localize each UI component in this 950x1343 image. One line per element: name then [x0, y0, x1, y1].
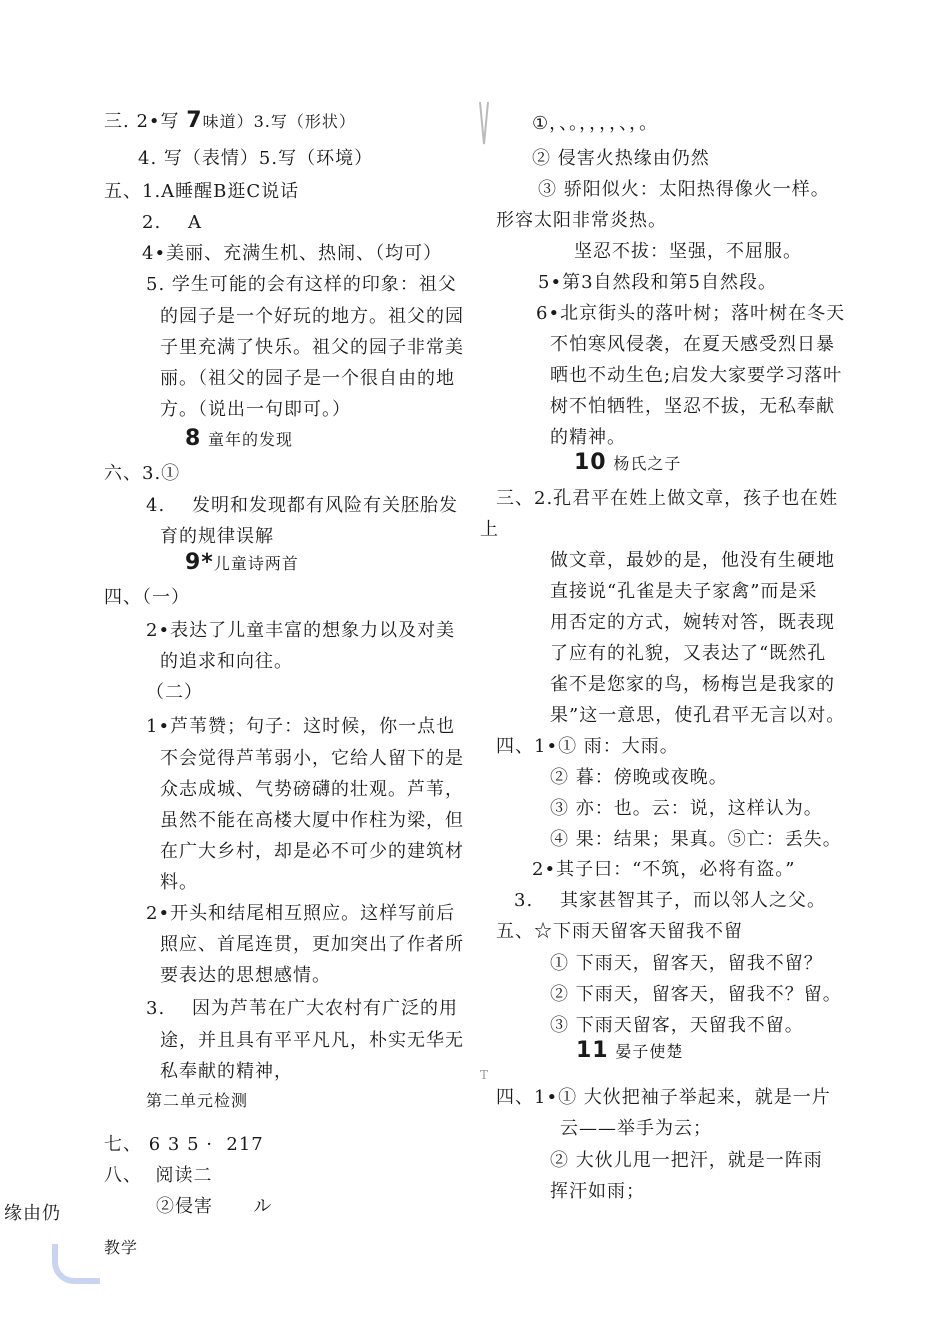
- right-line-29: ③ 下雨天留客，天留我不留。: [550, 1015, 804, 1036]
- left-line-34: 缘由仍: [4, 1203, 61, 1224]
- right-line-30: 四、1•① 大伙把袖子举起来，就是一片: [496, 1087, 831, 1108]
- right-line-20: 四、1•① 雨：大雨。: [496, 736, 679, 757]
- left-line-33: ②侵害 ル: [156, 1196, 273, 1217]
- left-line-32: 八、 阅读二: [104, 1165, 213, 1186]
- left-line-17: （二）: [146, 682, 203, 703]
- right-line-02: ② 侵害火热缘由仍然: [532, 148, 710, 169]
- section-title: 儿童诗两首: [213, 554, 299, 573]
- section-number: 9*: [185, 550, 214, 575]
- right-line-15: 直接说“孔雀是夫子家禽”而是采: [550, 581, 818, 602]
- left-line-04: 2. A: [142, 212, 203, 233]
- section-heading-9: [185, 552, 299, 575]
- right-line-05: 坚忍不拔：坚强，不屈服。: [574, 241, 802, 262]
- section-number: 8: [185, 426, 202, 451]
- right-line-01: ①，、。，，，，、，。: [532, 113, 659, 134]
- section-title: 晏子使楚: [615, 1042, 684, 1061]
- right-line-09: 晒也不动生色;启发大家要学习落叶: [550, 365, 843, 386]
- left-line-09: 丽。（祖父的园子是一个很自由的地: [160, 368, 455, 389]
- left-line-21: 虽然不能在高楼大厦中作柱为梁，但: [160, 810, 464, 831]
- left-line-11: 六、3.①: [104, 463, 181, 484]
- left-line-12: 4. 发明和发现都有风险有关胚胎发: [146, 495, 459, 516]
- left-line-15: 2•表达了儿童丰富的想象力以及对美: [146, 620, 456, 641]
- right-line-33: 挥汗如雨；: [550, 1181, 645, 1202]
- left-line-28: 途，并且具有平平凡凡，朴实无华无: [160, 1030, 464, 1051]
- right-line-10: 树不怕牺牲，坚忍不拔，无私奉献: [550, 396, 835, 417]
- right-line-31: 云——举手为云；: [560, 1118, 712, 1139]
- right-line-14: 做文章，最妙的是，他没有生硬地: [550, 550, 835, 571]
- scan-artifact-mark: [478, 100, 490, 148]
- right-line-32: ② 大伙儿甩一把汗，就是一阵雨: [550, 1150, 823, 1171]
- left-line-07: 的园子是一个好玩的地方。祖父的园: [160, 306, 464, 327]
- left-line-03: 五、1.A睡醒B逛C说话: [104, 181, 300, 202]
- footer-label: 教学: [104, 1238, 139, 1257]
- right-line-26: 五、☆下雨天留客天留我不留: [496, 921, 743, 942]
- right-line-24: 2•其子曰：“不筑，必将有盗。”: [532, 859, 796, 880]
- right-line-07: 6•北京街头的落叶树；落叶树在冬天: [536, 303, 846, 324]
- stray-mark: T: [480, 1068, 490, 1082]
- right-line-19: 果”这一意思，使孔君平无言以对。: [550, 705, 846, 726]
- right-line-11: 的精神。: [550, 427, 626, 448]
- section-title: 童年的发现: [208, 430, 294, 449]
- left-line-18: 1•芦苇赞；句子：这时候，你一点也: [146, 716, 456, 737]
- right-line-13: 上: [480, 519, 499, 540]
- right-line-06: 5•第3自然段和第5自然段。: [538, 272, 777, 293]
- left-line-13: 育的规律误解: [160, 526, 274, 547]
- right-line-23: ④ 果：结果；果真。⑤亡：丢失。: [550, 829, 842, 850]
- right-line-03: ③ 骄阳似火：太阳热得像火一样。: [538, 179, 830, 200]
- left-line-08: 子里充满了快乐。祖父的园子非常美: [160, 337, 464, 358]
- left-line-25: 照应、首尾连贯，更加突出了作者所: [160, 934, 464, 955]
- section-title: 杨氏之子: [613, 454, 682, 473]
- left-line-19: 不会觉得芦苇弱小，它给人留下的是: [160, 748, 464, 769]
- left-line-31: 七、 6 3 5 · 217: [104, 1134, 264, 1155]
- right-line-21: ② 暮：傍晚或夜晚。: [550, 767, 728, 788]
- left-line-26: 要表达的思想感情。: [160, 965, 331, 986]
- left-line-05: 4•美丽、充满生机、热闹、（均可）: [142, 243, 443, 264]
- right-line-27: ① 下雨天，留客天，留我不留？: [550, 953, 823, 974]
- section-number: 11: [576, 1038, 609, 1063]
- left-line-27: 3. 因为芦苇在广大农村有广泛的用: [146, 998, 459, 1019]
- right-line-18: 雀不是您家的鸟，杨梅岂是我家的: [550, 674, 835, 695]
- right-line-16: 用否定的方式，婉转对答，既表现: [550, 612, 835, 633]
- left-line-06: 5. 学生可能的会有这样的印象：祖父: [146, 274, 457, 295]
- left-line-10: 方。（说出一句即可。）: [160, 399, 351, 420]
- right-line-22: ③ 亦：也。云：说，这样认为。: [550, 798, 823, 819]
- right-line-17: 了应有的礼貌，又表达了“既然孔: [550, 643, 827, 664]
- left-line-01: 三. 2•写 7味道）3.写（形状）: [104, 108, 356, 133]
- right-line-25: 3. 其家甚智其子，而以邻人之父。: [514, 890, 827, 911]
- section-number: 10: [574, 450, 607, 475]
- right-line-28: ② 下雨天，留客天，留我不？留。: [550, 984, 842, 1005]
- corner-decoration: [52, 1244, 100, 1284]
- left-line-22: 在广大乡村，却是必不可少的建筑材: [160, 841, 464, 862]
- left-line-14: 四、（一）: [104, 587, 190, 608]
- right-line-12: 三、2.孔君平在姓上做文章，孩子也在姓: [496, 488, 839, 509]
- unit-test-heading: 第二单元检测: [146, 1091, 249, 1110]
- left-line-16: 的追求和向往。: [160, 651, 293, 672]
- right-line-04: 形容太阳非常炎热。: [496, 210, 667, 231]
- section-heading-8: [185, 428, 293, 451]
- section-heading-11: [576, 1040, 683, 1063]
- left-line-29: 私奉献的精神，: [160, 1061, 293, 1082]
- left-line-20: 众志成城、气势磅礴的壮观。芦苇，: [160, 779, 464, 800]
- left-line-24: 2•开头和结尾相互照应。这样写前后: [146, 903, 456, 924]
- section-heading-10: [574, 452, 681, 475]
- right-line-08: 不怕寒风侵袭，在夏天感受烈日暴: [550, 334, 835, 355]
- left-line-02: 4. 写（表情）5.写（环境）: [138, 148, 374, 169]
- left-line-23: 料。: [160, 872, 198, 893]
